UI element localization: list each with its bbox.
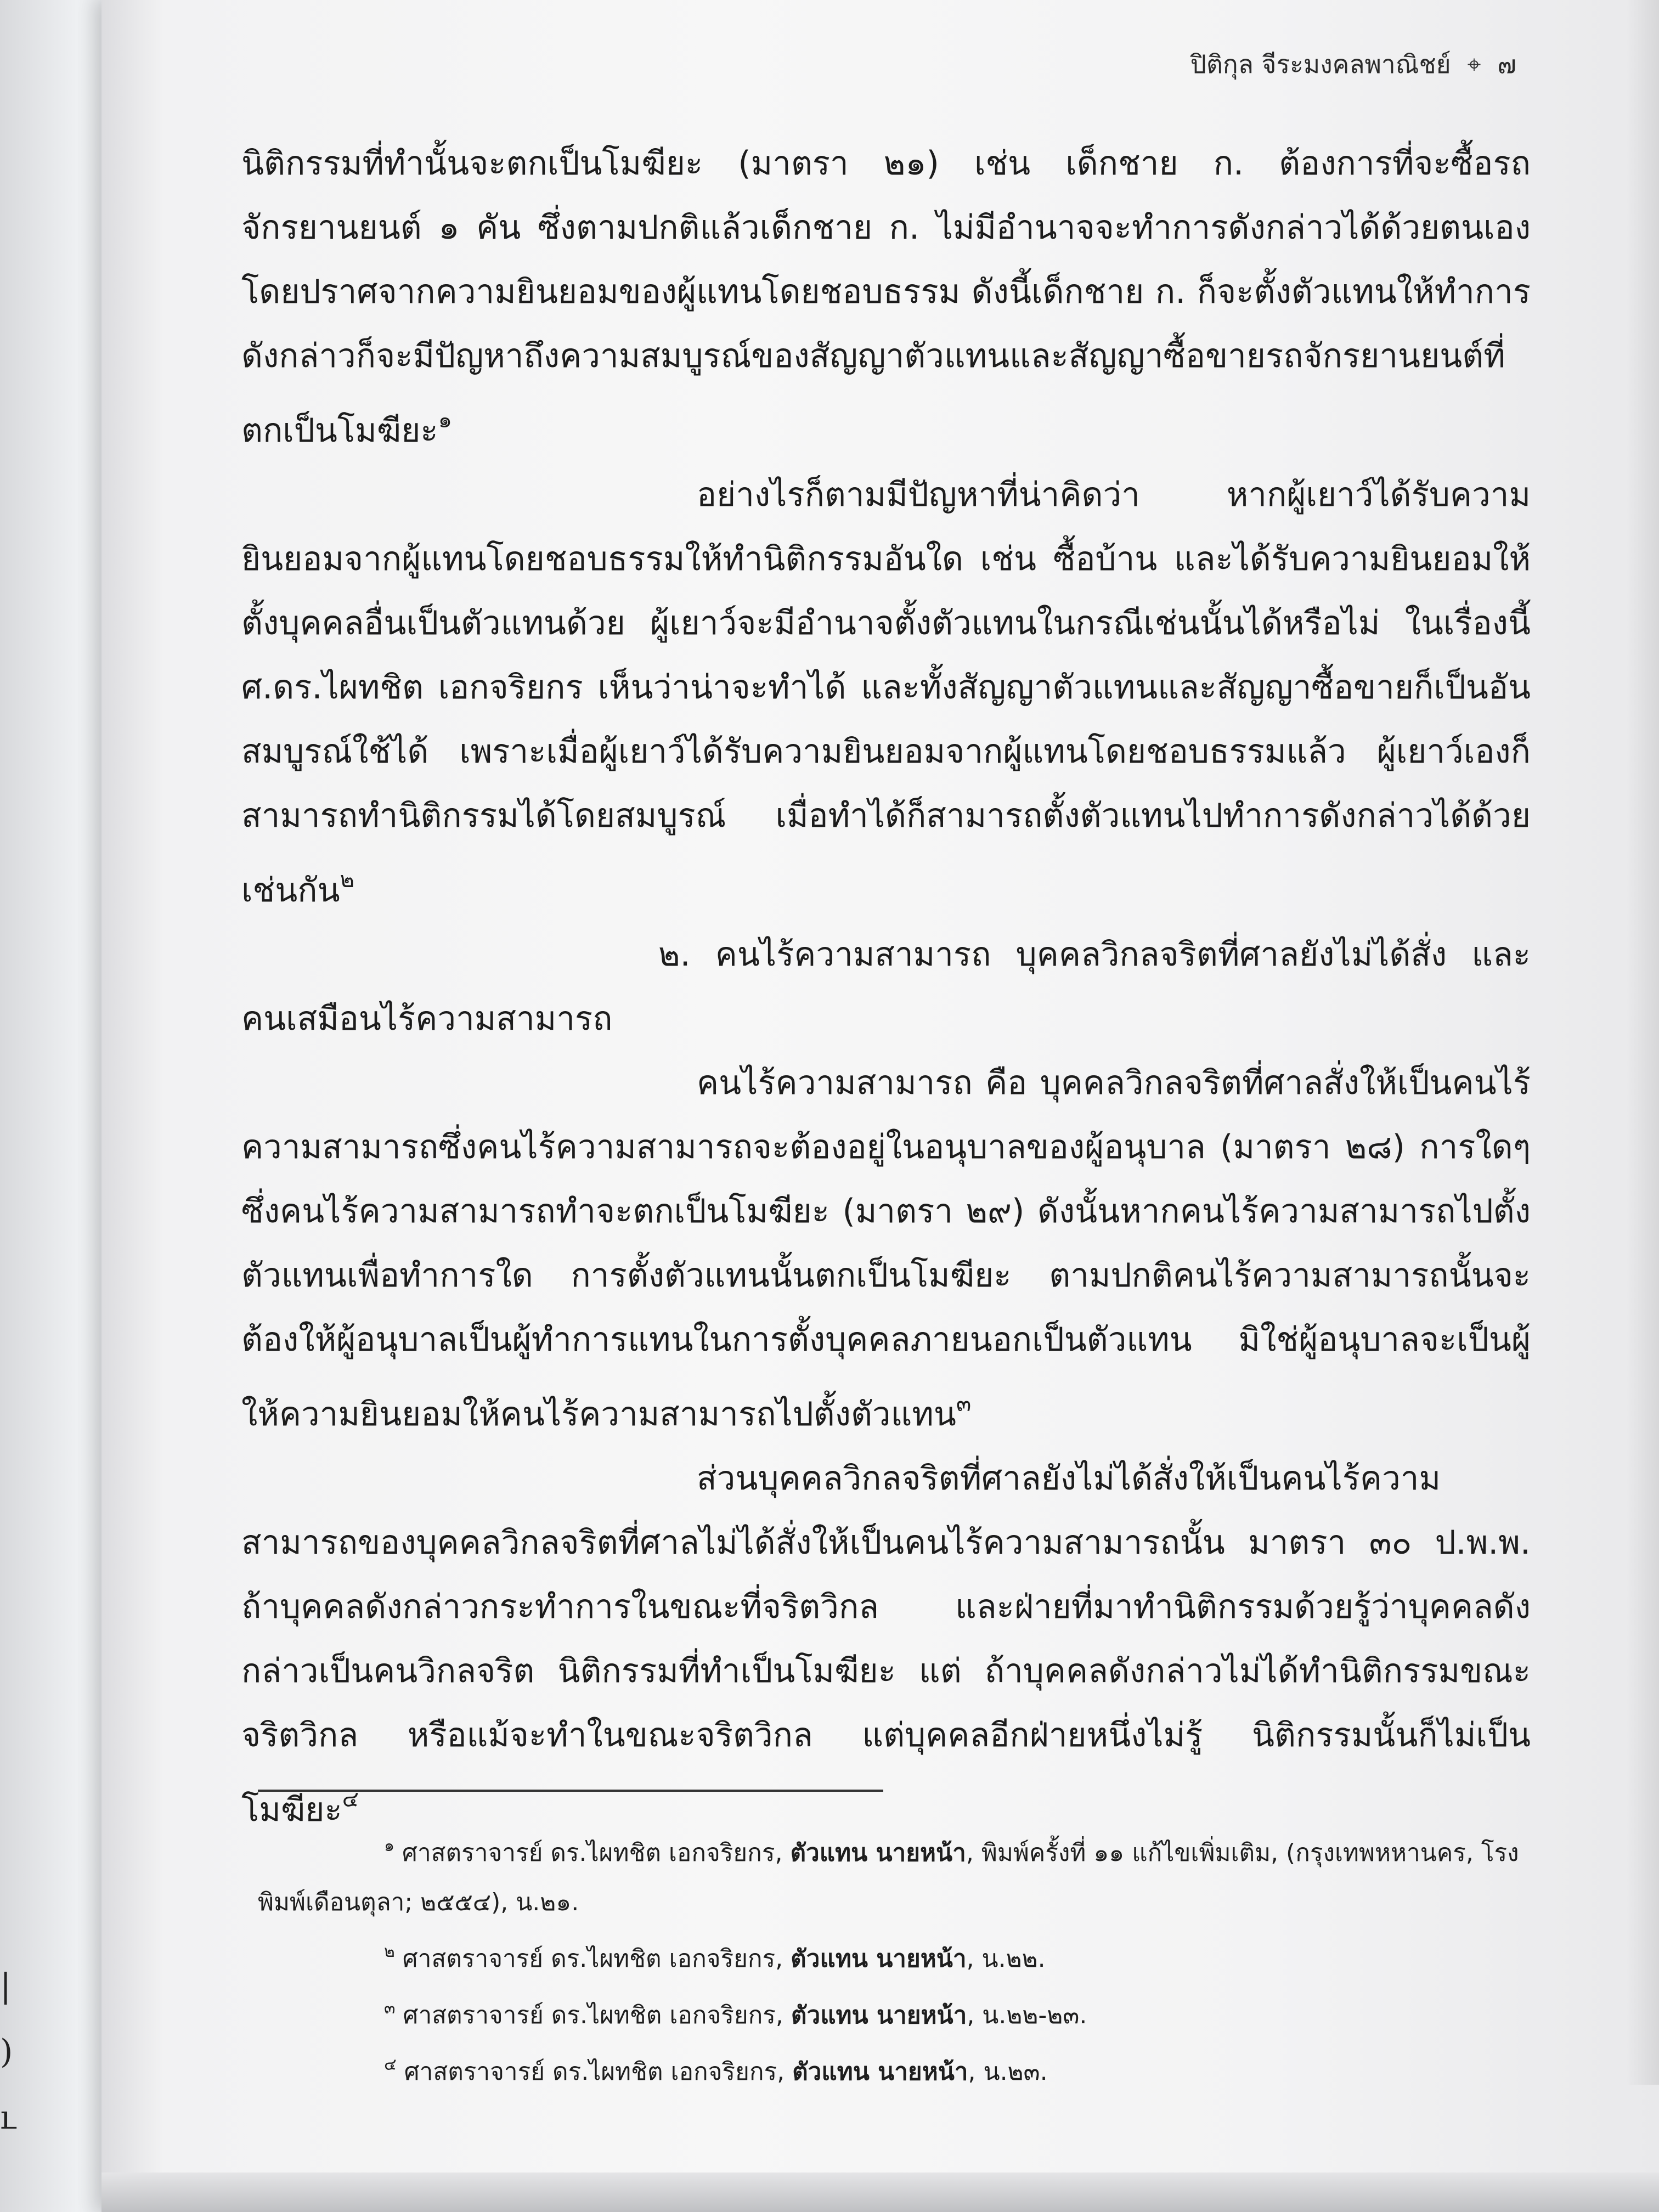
paragraph-text: ส่วนบุคคลวิกลจริตที่ศาลยังไม่ได้สั่งให้เป็นคนไร้ความสามารถของบุคคลวิกลจริตที่ศาลไม่ได้สั่งให้เป็นคนไร้ความสามารถนั้น มาตรา ๓๐ ป.พ.พ. ถ้าบุคคลดังกล่าวกระทำการในขณะที่จริตวิกล และฝ่ายที่มาทำนิติกรรมด้วยรู้ว่าบุคคลดังกล่าวเป็นคนวิกลจริต นิติกรรมที่ทำเป็นโมฆียะ แต่ ถ้าบุคคลดังกล่าวไม่ได้ทำนิติกรรมขณะจริตวิกล หรือแม้จะทำในขณะจริตวิกล แต่บุคคลอีกฝ่ายหนึ่งไม่รู้ นิติกรรมนั้นก็ไม่เป็นโมฆียะ xyxy=(241,1459,1531,1829)
footnote-divider xyxy=(258,1790,883,1792)
paragraph-insane-person xyxy=(241,1447,1531,1842)
footnote-ref: ๑ xyxy=(438,408,452,433)
page-curl-shadow xyxy=(1626,0,1659,2085)
paragraph-text: คนไร้ความสามารถ คือ บุคคลวิกลจริตที่ศาลสั่งให้เป็นคนไร้ความสามารถซึ่งคนไร้ความสามารถจะต้องอยู่ในอนุบาลของผู้อนุบาล (มาตรา ๒๘) การใดๆ ซึ่งคนไร้ความสามารถทำจะตกเป็นโมฆียะ (มาตรา ๒๙) ดังนั้นหากคนไร้ความสามารถไปตั้งตัวแทนเพื่อทำการใด การตั้งตัวแทนนั้นตกเป็นโมฆียะ ตามปกติคนไร้ความสามารถนั้นจะต้องให้ผู้อนุบาลเป็นผู้ทำการแทนในการตั้งบุคคลภายนอกเป็นตัวแทน มิใช่ผู้อนุบาลจะเป็นผู้ให้ความยินยอมให้คนไร้ความสามารถไปตั้งตัวแทน xyxy=(241,1064,1531,1434)
footnote-number: ๓ xyxy=(384,1999,396,2018)
footnote-item xyxy=(258,1821,1531,1927)
footnote-item xyxy=(258,2040,1531,2097)
footnote-item xyxy=(258,1927,1531,1984)
footnote-title: ตัวแทน นายหน้า xyxy=(791,1945,967,1973)
paragraph-incompetent xyxy=(241,1051,1531,1447)
footnote-number: ๑ xyxy=(384,1836,395,1855)
page-bottom-edge xyxy=(101,2172,1659,2212)
section-heading-2: ๒. คนไร้ความสามารถ บุคคลวิกลจริตที่ศาลยังไม่ได้สั่ง และคนเสมือนไร้ความสามารถ xyxy=(241,935,1531,1038)
footnotes xyxy=(258,1821,1531,2097)
footnote-author: ศาสตราจารย์ ดร.ไผทชิต เอกจริยกร, xyxy=(404,2058,785,2086)
footnote-author: ศาสตราจารย์ ดร.ไผทชิต เอกจริยกร, xyxy=(402,1839,783,1867)
footnote-title: ตัวแทน นายหน้า xyxy=(791,2001,967,2029)
paragraph-minor-consent xyxy=(241,463,1531,923)
facing-page-edge xyxy=(0,0,110,2212)
body-text xyxy=(241,132,1531,1842)
page-number: ๗ xyxy=(1497,49,1516,79)
footnote-detail: , น.๒๓. xyxy=(968,2058,1048,2086)
footnote-ref: ๓ xyxy=(956,1391,972,1417)
facing-page-fragments: | ) ւ xyxy=(0,1967,16,2137)
footnote-number: ๒ xyxy=(384,1942,395,1961)
footnote-detail: , น.๒๒-๒๓. xyxy=(967,2001,1087,2029)
footnote-author: ศาสตราจารย์ ดร.ไผทชิต เอกจริยกร, xyxy=(403,2001,783,2029)
footnote-detail: , น.๒๒. xyxy=(966,1945,1046,1973)
footnote-ref: ๔ xyxy=(342,1787,359,1812)
footnote-detail: , พิมพ์ครั้งที่ ๑๑ แก้ไขเพิ่มเติม, (กรุงเทพหหานคร, โรงพิมพ์เดือนตุลา; ๒๕๕๔), น.๒๑. xyxy=(258,1839,1519,1916)
footnote-item xyxy=(258,1984,1531,2040)
header-ornament-icon: ⌖ xyxy=(1467,50,1481,78)
footnote-author: ศาสตราจารย์ ดร.ไผทชิต เอกจริยกร, xyxy=(402,1945,783,1973)
paragraph-minor-example xyxy=(241,132,1531,463)
header-author: ปิติกุล จีระมงคลพาณิชย์ xyxy=(1190,49,1451,79)
footnote-ref: ๒ xyxy=(340,867,354,893)
paragraph-text: นิติกรรมที่ทำนั้นจะตกเป็นโมฆียะ (มาตรา ๒๑) เช่น เด็กชาย ก. ต้องการที่จะซื้อรถจักรยานยนต์ ๑ คัน ซึ่งตามปกติแล้วเด็กชาย ก. ไม่มีอำนาจจะทำการดังกล่าวได้ด้วยตนเอง โดยปราศจากความยินยอมของผู้แทนโดยชอบธรรม ดังนี้เด็กชาย ก. ก็จะตั้งตัวแทนให้ทำการดังกล่าวก็จะมีปัญหาถึงความสมบูรณ์ของสัญญาตัวแทนและสัญญาซื้อขายรถจักรยานยนต์ที่ตกเป็นโมฆียะ xyxy=(241,144,1531,450)
footnote-number: ๔ xyxy=(384,2055,397,2074)
paragraph-text: อย่างไรก็ตามมีปัญหาที่น่าคิดว่า หากผู้เยาว์ได้รับความยินยอมจากผู้แทนโดยชอบธรรมให้ทำนิติกรรมอันใด เช่น ซื้อบ้าน และได้รับความยินยอมให้ตั้งบุคคลอื่นเป็นตัวแทนด้วย ผู้เยาว์จะมีอำนาจตั้งตัวแทนในกรณีเช่นนั้นได้หรือไม่ ในเรื่องนี้ ศ.ดร.ไผทชิต เอกจริยกร เห็นว่าน่าจะทำได้ และทั้งสัญญาตัวแทนและสัญญาซื้อขายก็เป็นอันสมบูรณ์ใช้ได้ เพราะเมื่อผู้เยาว์ได้รับความยินยอมจากผู้แทนโดยชอบธรรมแล้ว ผู้เยาว์เองก็สามารถทำนิติกรรมได้โดยสมบูรณ์ เมื่อทำได้ก็สามารถตั้งตัวแทนไปทำการดังกล่าวได้ด้วยเช่นกัน xyxy=(241,476,1531,910)
footnote-title: ตัวแทน นายหน้า xyxy=(792,2058,968,2086)
running-header xyxy=(1190,40,1516,89)
footnote-title: ตัวแทน นายหน้า xyxy=(790,1839,966,1867)
